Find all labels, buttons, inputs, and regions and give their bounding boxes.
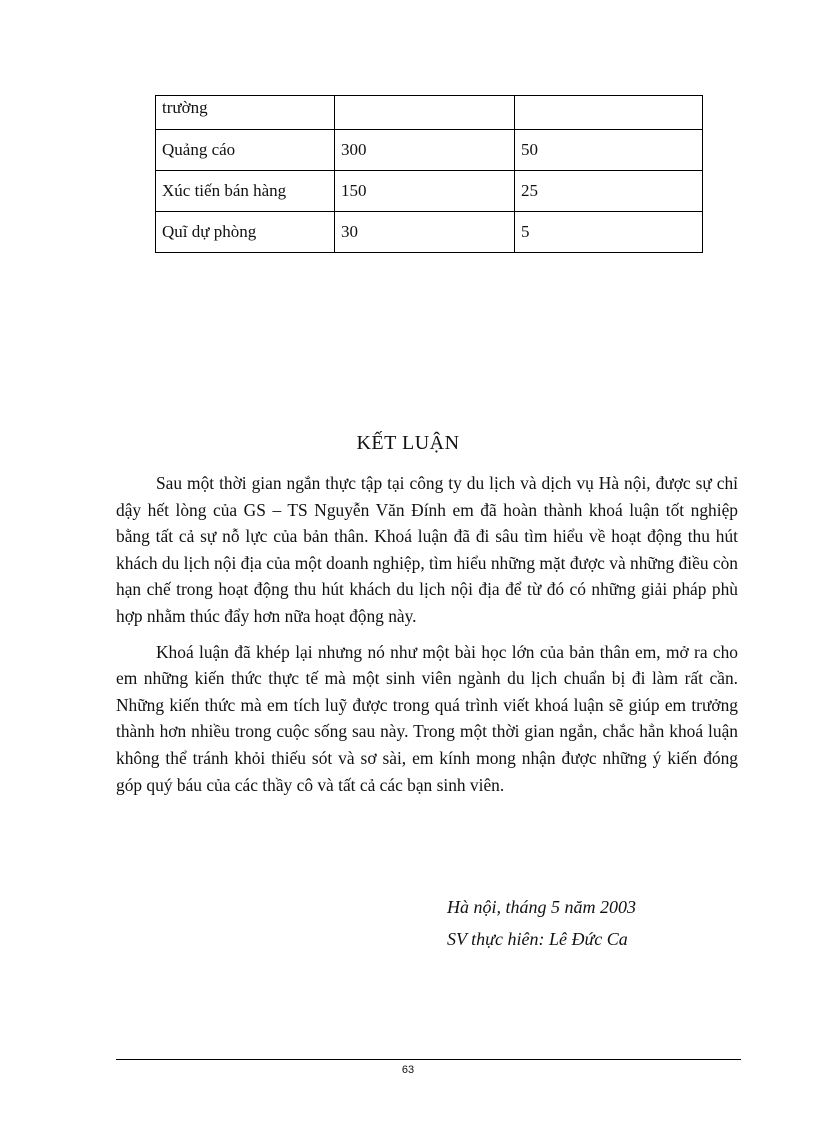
table-cell-item: Quảng cáo xyxy=(156,130,335,171)
paragraph: Sau một thời gian ngắn thực tập tại công ty du lịch và dịch vụ Hà nội, được sự chỉ dậy hết lòng của GS – TS Nguyễn Văn Đính em đã hoàn thành khoá luận tốt nghiệp bằng tất cả sự nỗ lực của bản thân. Khoá luận đã đi sâu tìm hiểu về hoạt động thu hút khách du lịch nội địa của một doanh nghiệp, tìm hiểu những mặt được và những điều còn hạn chế trong hoạt động thu hút khách du lịch nội địa để từ đó có những giải pháp phù hợp nhằm thúc đẩy hơn nữa hoạt động này. xyxy=(116,473,738,626)
table-row xyxy=(156,171,703,212)
table-cell-item: trường xyxy=(156,96,335,130)
signature-block xyxy=(447,891,636,955)
table-cell-value-1: 300 xyxy=(335,130,515,171)
table-cell-item: Xúc tiến bán hàng xyxy=(156,171,335,212)
page-number: 63 xyxy=(401,1064,415,1076)
table-cell-value-1: 150 xyxy=(335,171,515,212)
table-cell-value-1 xyxy=(335,96,515,130)
place-date: Hà nội, tháng 5 năm 2003 xyxy=(447,897,636,917)
table-row xyxy=(156,130,703,171)
table-row xyxy=(156,212,703,253)
footer-divider xyxy=(116,1059,741,1060)
section-heading: KẾT LUẬN xyxy=(356,432,460,454)
table-cell-value-2: 50 xyxy=(515,130,703,171)
table-cell-value-2 xyxy=(515,96,703,130)
table-cell-value-1: 30 xyxy=(335,212,515,253)
table-cell-value-2: 25 xyxy=(515,171,703,212)
table-cell-item: Quĩ dự phòng xyxy=(156,212,335,253)
table-cell-value-2: 5 xyxy=(515,212,703,253)
table-row xyxy=(156,96,703,130)
author-line: SV thực hiên: Lê Đức Ca xyxy=(447,929,628,949)
budget-table xyxy=(155,95,703,253)
paragraph: Khoá luận đã khép lại nhưng nó như một bài học lớn của bản thân em, mở ra cho em những kiến thức thực tế mà một sinh viên ngành du lịch chuẩn bị đi làm rất cần. Những kiến thức mà em tích luỹ được trong quá trình viết khoá luận sẽ giúp em trưởng thành hơn nhiều trong cuộc sống sau này. Trong một thời gian ngắn, chắc hẳn khoá luận không thể tránh khỏi thiếu sót và sơ sài, em kính mong nhận được những ý kiến đóng góp quý báu của các thầy cô và tất cả các bạn sinh viên. xyxy=(116,641,738,795)
conclusion-body xyxy=(116,470,738,807)
